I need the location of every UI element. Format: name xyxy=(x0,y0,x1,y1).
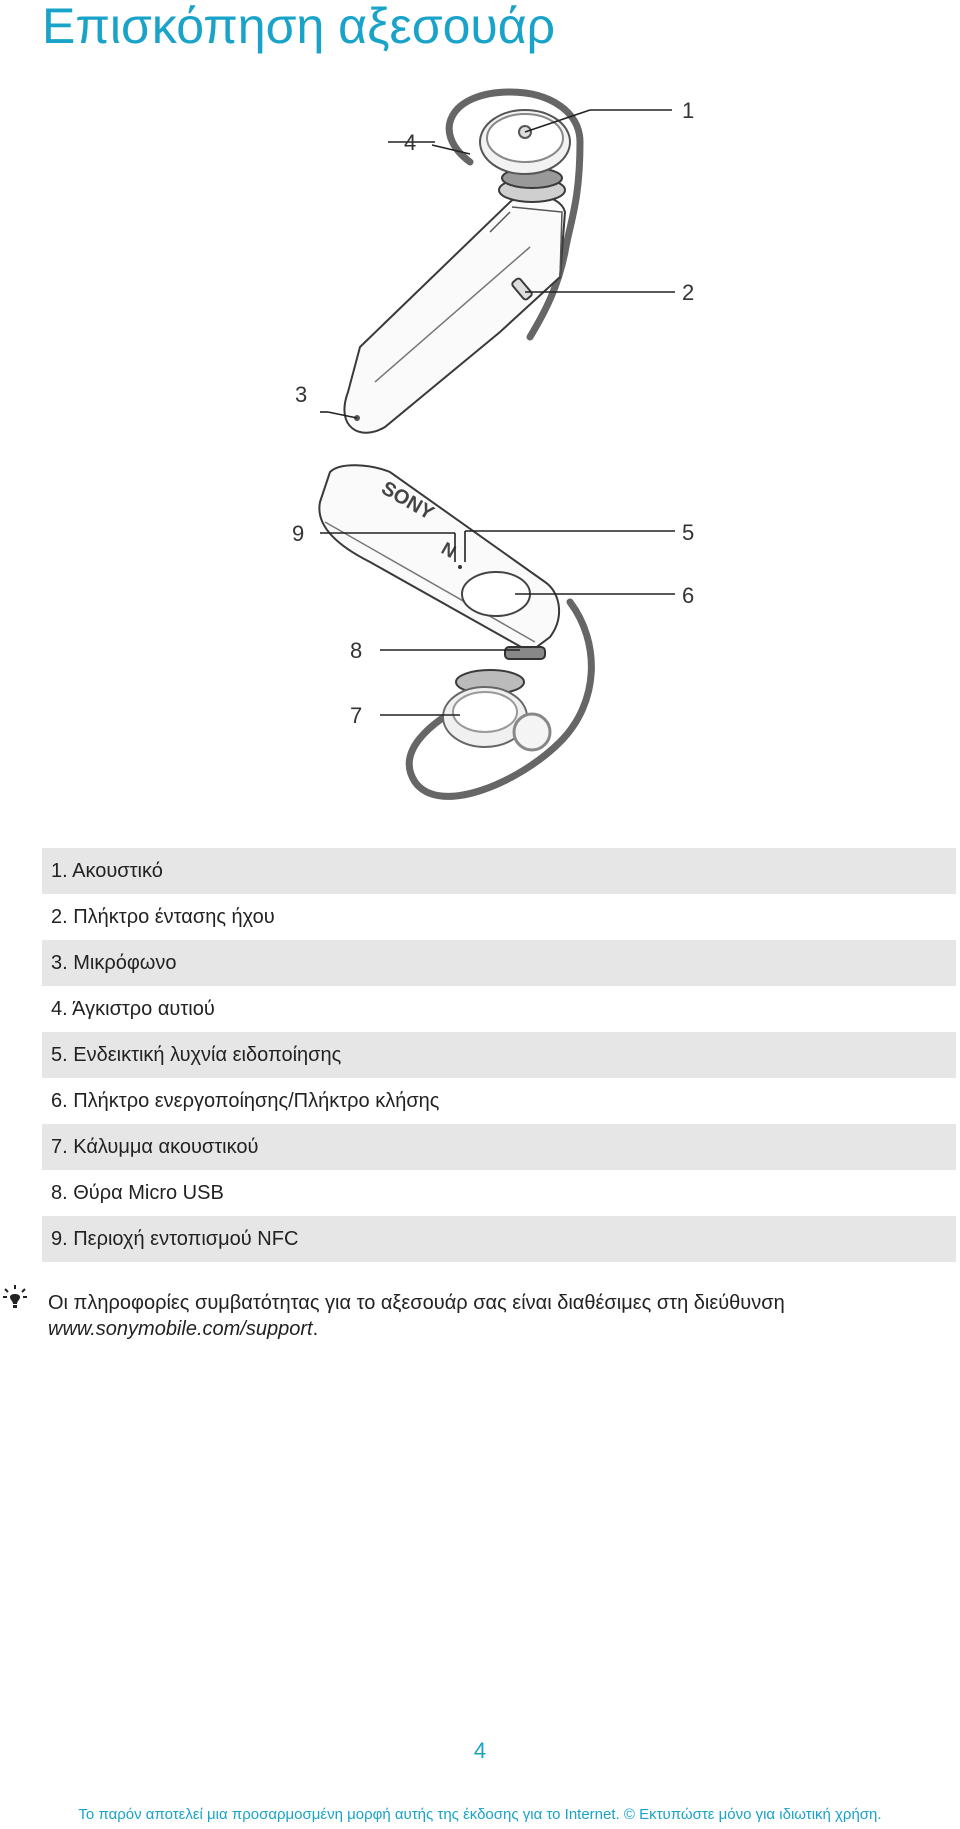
legend-item: 4. Άγκιστρο αυτιού xyxy=(51,998,215,1020)
headset-bottom-view xyxy=(319,465,591,796)
callout-5: 5 xyxy=(682,520,695,545)
tip-body: Οι πληροφορίες συμβατότητας για το αξεσουάρ σας είναι διαθέσιμες στη διεύθυνση xyxy=(48,1292,785,1314)
legend-item: 5. Ενδεικτική λυχνία ειδοποίησης xyxy=(42,1032,956,1078)
legend-item: 8. Θύρα Micro USB xyxy=(51,1182,224,1204)
nfc-icon: N xyxy=(438,538,460,562)
legend-item: 2. Πλήκτρο έντασης ήχου xyxy=(51,906,275,928)
legend-item: 9. Περιοχή εντοπισμού NFC xyxy=(42,1216,956,1262)
legend-item: 6. Πλήκτρο ενεργοποίησης/Πλήκτρο κλήσης xyxy=(51,1090,440,1112)
parts-legend xyxy=(42,848,956,1262)
callout-1: 1 xyxy=(682,98,695,123)
legend-item: 7. Κάλυμμα ακουστικού xyxy=(42,1124,956,1170)
callout-8: 8 xyxy=(350,638,363,663)
lightbulb-icon xyxy=(2,1284,28,1310)
page-footer: Το παρόν αποτελεί μια προσαρμοσμένη μορφή αυτής της έκδοσης για το Internet. © Εκτυπώστε μόνο για ιδιωτική χρήση. xyxy=(78,1806,882,1823)
callout-4: 4 xyxy=(404,130,417,155)
callout-2: 2 xyxy=(682,280,695,305)
headset-illustration xyxy=(280,82,700,827)
headset-top-view xyxy=(344,92,580,433)
callout-6: 6 xyxy=(682,583,695,608)
brand-logo: SONY xyxy=(377,477,438,525)
legend-item: 3. Μικρόφωνο xyxy=(42,940,956,986)
support-link[interactable]: www.sonymobile.com/support xyxy=(48,1318,313,1340)
legend-item: 1. Ακουστικό xyxy=(42,848,956,894)
tip-suffix: . xyxy=(312,1318,319,1340)
callout-7: 7 xyxy=(350,703,363,728)
page-number: 4 xyxy=(473,1738,487,1763)
callout-3: 3 xyxy=(295,382,308,407)
callout-9: 9 xyxy=(292,521,305,546)
page-title: Επισκόπηση αξεσουάρ xyxy=(42,0,556,54)
headset-diagram xyxy=(280,82,700,827)
tip-text xyxy=(48,1290,928,1342)
